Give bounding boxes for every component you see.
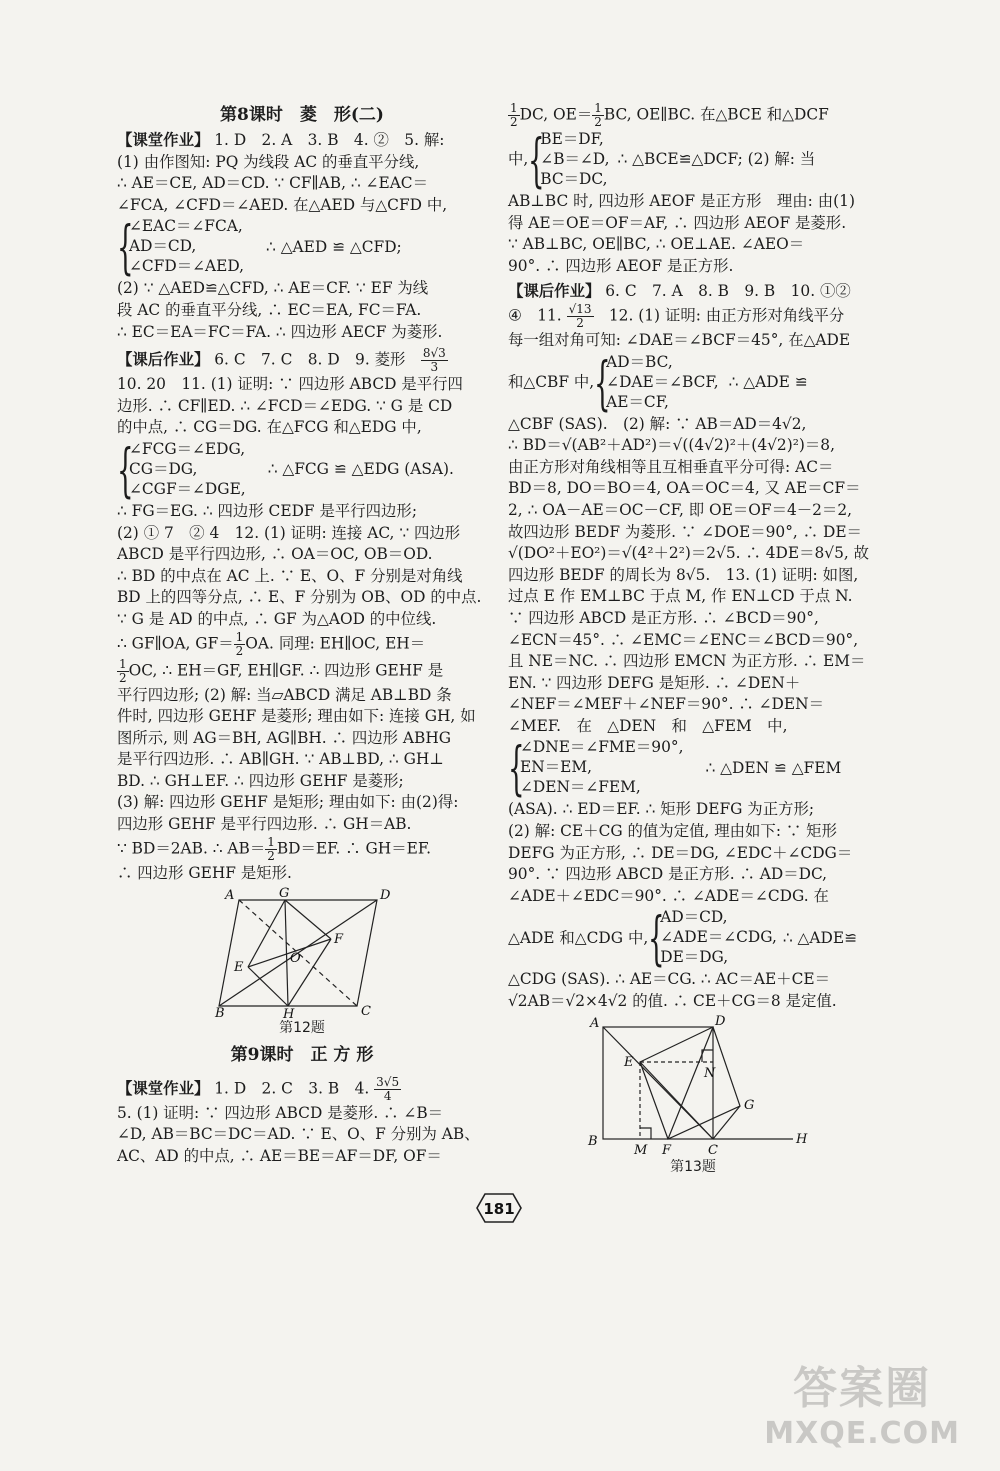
fraction: $\frac{√13}{2}$ bbox=[568, 301, 592, 330]
figure-12-parallelogram bbox=[215, 886, 391, 1023]
text-line: ∵ AB⊥BC, OE∥BC, ∴ OE⊥AE. ∠AEO＝ bbox=[508, 235, 805, 254]
watermark-logo-text: 答案圈 bbox=[793, 1363, 932, 1414]
brace-row: CG＝DG, bbox=[129, 459, 198, 478]
text-line: √2AB＝√2×4√2 的值. ∴ CE＋CG＝8 是定值. bbox=[508, 992, 837, 1011]
text-line: BD 上的四等分点, ∴ E、F 分别为 OB、OD 的中点. bbox=[117, 588, 482, 607]
text-fragment: BC, OE∥BC. 在△BCE 和△DCF bbox=[603, 105, 829, 124]
brace-icon: { bbox=[508, 734, 525, 803]
text-fragment: ④ 11. bbox=[508, 306, 562, 325]
brace-icon: { bbox=[648, 904, 665, 973]
text-fragment: OA. 同理: EH∥OC, EH＝ bbox=[245, 634, 426, 652]
text-line: 图所示, 则 AG＝BH, AG∥BH. ∴ 四边形 ABHG bbox=[117, 728, 452, 747]
text-fragment: OC, ∴ EH＝GF, EH∥GF. ∴ 四边形 GEHF 是 bbox=[128, 661, 444, 679]
brace-row: ∠DNE＝∠FME＝90°, bbox=[520, 738, 684, 757]
watermark bbox=[764, 1352, 960, 1451]
label-C: C bbox=[708, 1142, 718, 1158]
text-line: ABCD 是平行四边形, ∴ OA＝OC, OB＝OD. bbox=[117, 545, 433, 564]
text-line: 得 AE＝OE＝OF＝AF, ∴ 四边形 AEOF 是菱形. bbox=[508, 213, 847, 232]
brace-row: DE＝DG, bbox=[660, 948, 729, 967]
brace-row: ∠DAE＝∠BCF, bbox=[606, 372, 719, 391]
text-line: (2) ① 7 ② 4 12. (1) 证明: 连接 AC, ∵ 四边形 bbox=[117, 523, 461, 542]
brace-row: ∠CFD＝∠AED, bbox=[129, 257, 245, 276]
figure-13-caption: 第13题 bbox=[670, 1158, 716, 1175]
brace-conclusion: ∴ △DEN ≌ △FEM bbox=[705, 758, 842, 777]
text-line: 四边形 BEDF 的周长为 8√5. 13. (1) 证明: 如图, bbox=[508, 565, 859, 584]
section-title-lesson9: 第9课时 正 方 形 bbox=[230, 1044, 374, 1065]
text-line: (2) 解: CE＋CG 的值为定值, 理由如下: ∵ 矩形 bbox=[508, 822, 837, 841]
answers-line: 1. D 2. C 3. B 4. bbox=[209, 1079, 370, 1098]
brace-icon: { bbox=[117, 435, 134, 504]
text-line: √(DO²＋EO²)＝√(4²＋2²)＝2√5. ∴ 4DE＝8√5, 故 bbox=[508, 544, 870, 563]
text-line: 过点 E 作 EM⊥BC 于点 M, 作 EN⊥CD 于点 N. bbox=[508, 587, 853, 606]
text-line: (1) 由作图知: PQ 为线段 AC 的垂直平分线, bbox=[117, 152, 420, 171]
label-O: O bbox=[290, 951, 301, 967]
text-line: (3) 解: 四边形 GEHF 是矩形; 理由如下: 由(2)得: bbox=[117, 793, 459, 812]
fraction: $\frac{1}{2}$ bbox=[594, 101, 602, 129]
brace-system bbox=[508, 126, 878, 194]
label-B: B bbox=[215, 1006, 225, 1022]
text-line: 四边形 GEHF 是平行四边形. ∴ GH＝AB. bbox=[117, 815, 412, 834]
label-N: N bbox=[704, 1065, 716, 1081]
text-line: ∵ G 是 AD 的中点, ∴ GF 为△AOD 的中位线. bbox=[117, 609, 437, 628]
answers-line: 1. D 2. A 3. B 4. ② 5. 解: bbox=[209, 131, 445, 149]
label-B: B bbox=[588, 1133, 598, 1149]
label-H: H bbox=[796, 1131, 808, 1147]
brace-row: BC＝DC, bbox=[540, 170, 608, 188]
brace-conclusion: ∴ △BCE≌△DCF; (2) 解: 当 bbox=[617, 150, 816, 169]
text-line: 边形. ∴ CF∥ED. ∴ ∠FCD＝∠EDG. ∵ G 是 CD bbox=[117, 396, 453, 415]
text-line: ∠ADE＋∠EDC＝90°. ∴ ∠ADE＝∠CDG. 在 bbox=[508, 886, 829, 905]
brace-row: AD＝CD, bbox=[660, 908, 728, 927]
text-line: 故四边形 BEDF 为菱形. ∵ ∠DOE＝90°, ∴ DE＝ bbox=[508, 522, 862, 541]
fraction: $\frac{8√3}{3}$ bbox=[422, 346, 446, 375]
brace-conclusion: ∴ △ADE ≌ bbox=[728, 372, 808, 391]
label-E: E bbox=[624, 1054, 634, 1070]
text-fragment: 和△CBF 中, bbox=[508, 372, 595, 391]
brace-row: ∠EAC＝∠FCA, bbox=[129, 217, 243, 236]
label-F: F bbox=[662, 1142, 672, 1158]
text-line: 且 NE＝NC. ∴ 四边形 EMCN 为正方形. ∴ EM＝ bbox=[508, 652, 866, 671]
figure-13-square bbox=[578, 1013, 808, 1158]
text-line: ∴ AE＝CE, AD＝CD. ∵ CF∥AB, ∴ ∠EAC＝ bbox=[117, 174, 428, 193]
tag-homework: 【课后作业】 bbox=[508, 282, 601, 301]
brace-system bbox=[117, 435, 487, 504]
text-line: BD. ∴ GH⊥EF. ∴ 四边形 GEHF 是菱形; bbox=[117, 771, 404, 790]
text-line: 5. (1) 证明: ∵ 四边形 ABCD 是菱形. ∴ ∠B＝ bbox=[117, 1103, 444, 1122]
text-line: 每一组对角可知: ∠DAE＝∠BCF＝45°, 在△ADE bbox=[508, 330, 851, 349]
label-M: M bbox=[634, 1142, 648, 1158]
text-line: 的中点, ∴ CG＝DG. 在△FCG 和△EDG 中, bbox=[117, 418, 422, 437]
text-line: ∠NEF＝∠MEF＋∠NEF＝90°. ∴ ∠DEN＝ bbox=[508, 695, 824, 714]
brace-icon: { bbox=[117, 213, 134, 282]
label-F: F bbox=[334, 932, 344, 948]
section-title-lesson8: 第8课时 菱 形(二) bbox=[220, 105, 384, 125]
text-line: 平行四边形; (2) 解: 当▱ABCD 满足 AB⊥BD 条 bbox=[117, 685, 452, 704]
text-line: AC、AD 的中点, ∴ AE＝BE＝AF＝DF, OF＝ bbox=[117, 1147, 442, 1166]
tag-classwork: 【课堂作业】 bbox=[117, 131, 210, 149]
brace-row: ∠ADE＝∠CDG, bbox=[660, 928, 777, 947]
text-line: (2) ∵ △AED≌△CFD, ∴ AE＝CF. ∵ EF 为线 bbox=[117, 279, 429, 298]
label-E: E bbox=[234, 960, 244, 976]
figure-12-caption: 第12题 bbox=[279, 1020, 325, 1037]
text-line: AB⊥BC 时, 四边形 AEOF 是正方形 理由: 由(1) bbox=[508, 192, 855, 210]
brace-conclusion: ∴ △AED ≌ △CFD; bbox=[266, 237, 402, 256]
text-line: ∴ FG＝EG. ∴ 四边形 CEDF 是平行四边形; bbox=[117, 501, 418, 520]
answers-line: 6. C 7. A 8. B 9. B 10. ①② bbox=[600, 282, 851, 301]
label-G: G bbox=[744, 1097, 755, 1113]
text-line: ∠ECN＝45°. ∴ ∠EMC＝∠ENC＝∠BCD＝90°, bbox=[508, 630, 859, 649]
brace-row: AD＝BC, bbox=[606, 352, 673, 371]
text-line: 件时, 四边形 GEHF 是菱形; 理由如下: 连接 GH, 如 bbox=[117, 707, 476, 726]
text-line: ∴ BD＝√(AB²＋AD²)＝√((4√2)²＋(4√2)²)＝8, bbox=[508, 436, 835, 455]
brace-icon: { bbox=[594, 348, 611, 417]
brace-row: EN＝EM, bbox=[520, 758, 592, 777]
label-A: A bbox=[590, 1015, 600, 1031]
label-C: C bbox=[361, 1004, 371, 1020]
label-A: A bbox=[225, 888, 235, 904]
left-column bbox=[117, 100, 487, 1168]
text-fragment: DC, OE＝ bbox=[519, 105, 593, 124]
text-line: ∠MEF. 在 △DEN 和 △FEM 中, bbox=[508, 716, 788, 735]
text-line: ∴ 四边形 GEHF 是矩形. bbox=[117, 863, 292, 882]
fraction: $\frac{1}{2}$ bbox=[119, 656, 127, 685]
brace-row: AD＝CD, bbox=[129, 237, 197, 256]
text-fragment: ∵ BD＝2AB. ∴ AB＝ bbox=[117, 839, 266, 858]
brace-row: BE＝DF, bbox=[540, 130, 604, 148]
text-line: ∠FCA, ∠CFD＝∠AED. 在△AED 与△CFD 中, bbox=[117, 195, 448, 214]
brace-row: ∠CGF＝∠DGE, bbox=[129, 479, 246, 498]
page-number-badge bbox=[475, 1192, 523, 1224]
fraction: $\frac{1}{2}$ bbox=[267, 834, 275, 863]
text-line: △CBF (SAS). (2) 解: ∵ AB＝AD＝4√2, bbox=[508, 414, 807, 433]
brace-row: ∠B＝∠D, bbox=[540, 150, 610, 168]
label-D: D bbox=[380, 888, 391, 904]
brace-system bbox=[508, 348, 878, 417]
text-line: BD＝8, DO＝BO＝4, OA＝OC＝4, 又 AE＝CF＝ bbox=[508, 479, 861, 498]
text-line: ∠D, AB＝BC＝DC＝AD. ∵ E、O、F 分别为 AB、 bbox=[117, 1125, 480, 1144]
text-line: △CDG (SAS). ∴ AE＝CG. ∴ AC＝AE＋CE＝ bbox=[508, 970, 830, 989]
text-line: ∴ EC＝EA＝FC＝FA. ∴ 四边形 AECF 为菱形. bbox=[117, 322, 443, 341]
text-line: 10. 20 11. (1) 证明: ∵ 四边形 ABCD 是平行四 bbox=[117, 375, 463, 394]
text-line: 由正方形对角线相等且互相垂直平分可得: AC＝ bbox=[508, 457, 834, 476]
brace-row: ∠DEN＝∠FEM, bbox=[520, 778, 641, 797]
text-line: 是平行四边形. ∴ AB∥GH. ∵ AB⊥BD, ∴ GH⊥ bbox=[117, 750, 444, 769]
text-fragment: 中, bbox=[508, 150, 529, 169]
tag-classwork: 【课堂作业】 bbox=[117, 1079, 210, 1098]
text-line: EN. ∵ 四边形 DEFG 是矩形. ∴ ∠DEN＋ bbox=[508, 673, 801, 692]
text-line: 90°. ∵ 四边形 ABCD 是正方形. ∴ AD＝DC, bbox=[508, 865, 828, 884]
text-line: 90°. ∴ 四边形 AEOF 是正方形. bbox=[508, 256, 734, 275]
text-fragment: △ADE 和△CDG 中, bbox=[508, 928, 649, 947]
text-line: DEFG 为正方形, ∴ DE＝DG, ∠EDC＋∠CDG＝ bbox=[508, 843, 853, 862]
fraction: $\frac{1}{2}$ bbox=[510, 101, 518, 129]
watermark-url: MXQE.COM bbox=[764, 1416, 960, 1451]
answers-line: 6. C 7. C 8. D 9. 菱形 bbox=[209, 350, 406, 369]
fraction: $\frac{1}{2}$ bbox=[235, 629, 244, 658]
label-H: H bbox=[283, 1007, 295, 1023]
tag-homework: 【课后作业】 bbox=[117, 350, 210, 369]
brace-conclusion: ∴ △ADE≌ bbox=[782, 928, 857, 947]
text-line: 2, ∴ OA－AE＝OC－CF, 即 OE＝OF＝4－2＝2, bbox=[508, 500, 853, 519]
text-line: (ASA). ∴ ED＝EF. ∴ 矩形 DEFG 为正方形; bbox=[508, 800, 815, 819]
brace-conclusion: ∴ △FCG ≌ △EDG (ASA). bbox=[267, 460, 454, 479]
text-fragment: 12. (1) 证明: 由正方形对角线平分 bbox=[593, 306, 845, 325]
brace-system bbox=[508, 904, 878, 973]
brace-row: AE＝CF, bbox=[606, 392, 669, 411]
brace-row: ∠FCG＝∠EDG, bbox=[129, 439, 246, 458]
label-D: D bbox=[715, 1013, 726, 1029]
page-number: 181 bbox=[483, 1200, 515, 1218]
text-line: ∵ 四边形 ABCD 是正方形. ∴ ∠BCD＝90°, bbox=[508, 608, 819, 627]
text-fragment: BD＝EF. ∴ GH＝EF. bbox=[276, 839, 432, 858]
right-column bbox=[508, 100, 878, 1178]
brace-icon: { bbox=[528, 126, 545, 194]
label-G: G bbox=[279, 886, 290, 902]
text-line: ∴ BD 的中点在 AC 上. ∵ E、O、F 分别是对角线 bbox=[117, 566, 463, 585]
text-line: 段 AC 的垂直平分线, ∴ EC＝EA, FC＝FA. bbox=[117, 300, 422, 319]
fraction: $\frac{3√5}{4}$ bbox=[376, 1074, 400, 1103]
text-fragment: ∴ GF∥OA, GF＝ bbox=[117, 634, 234, 652]
brace-system bbox=[117, 213, 487, 282]
brace-system bbox=[508, 734, 878, 803]
